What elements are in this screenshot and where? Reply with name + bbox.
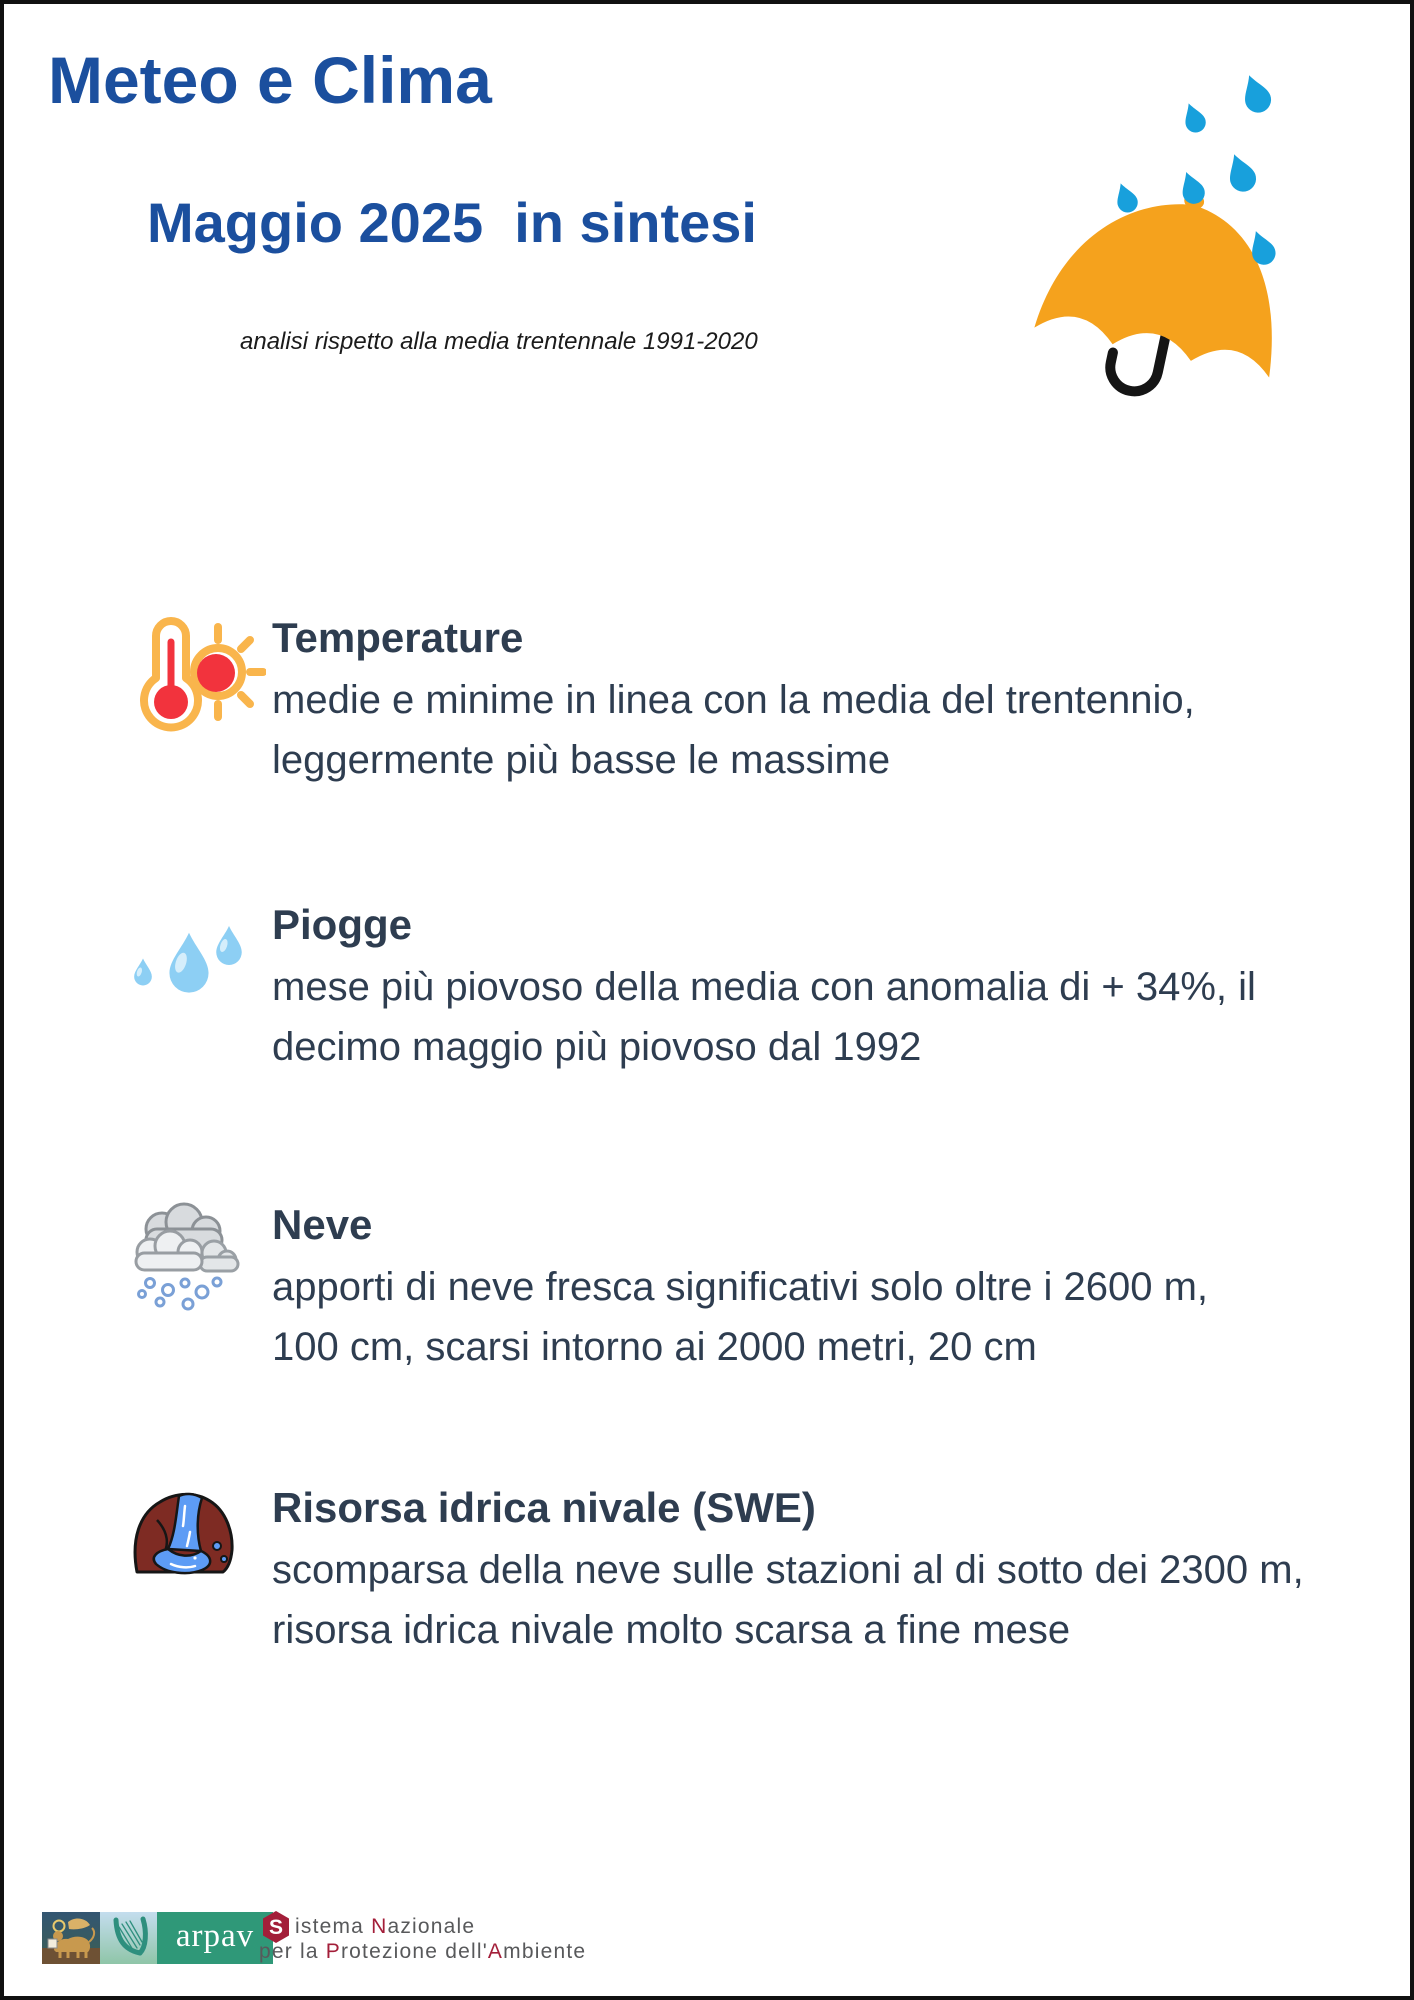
section-heading: Risorsa idrica nivale (SWE): [272, 1484, 816, 1531]
arpav-wordmark: arpav: [175, 1917, 255, 1954]
section-body-line: decimo maggio più piovoso dal 1992: [272, 1025, 922, 1069]
section-heading: Temperature: [272, 614, 524, 661]
snpa-cap-letter: P: [325, 1940, 341, 1963]
section-body-line: leggermente più basse le massime: [272, 738, 891, 782]
section-body-line: mese più piovoso della media con anomalia di + 34%, il: [272, 965, 1256, 1009]
analysis-note: analisi rispetto alla media trentennale 1991-2020: [240, 328, 758, 355]
footer: [4, 1904, 1414, 1974]
dam-snowmelt-icon: [127, 1488, 245, 1591]
snpa-cap-letter: N: [371, 1915, 388, 1938]
st-mark-lion-icon: [42, 1912, 100, 1964]
snpa-text: azionale: [387, 1915, 476, 1938]
section-body-line: scomparsa della neve sulle stazioni al di sotto dei 2300 m,: [272, 1548, 1304, 1592]
arpav-green-panel: [157, 1912, 273, 1964]
section-heading: Neve: [272, 1201, 373, 1248]
section-body-line: apporti di neve fresca significativi solo oltre i 2600 m,: [272, 1265, 1209, 1309]
snpa-cap-letter: A: [487, 1940, 504, 1963]
snpa-logo: [257, 1908, 697, 1968]
section-body-line: medie e minime in linea con la media del trentennio,: [272, 678, 1195, 722]
snpa-text: istema: [295, 1915, 372, 1938]
section-neve: [4, 1199, 1414, 1429]
section-temperature: [4, 612, 1414, 842]
snpa-text: rotezione dell': [340, 1940, 488, 1963]
snpa-text: per la: [259, 1940, 326, 1963]
page-title: Meteo e Clima: [48, 43, 492, 117]
snow-cloud-icon: [122, 1195, 250, 1322]
section-heading: Piogge: [272, 901, 413, 948]
snpa-line1: [295, 1915, 475, 1939]
raindrops-icon: [126, 907, 251, 1007]
arpav-harp-icon: [100, 1912, 157, 1964]
snpa-hexagon-letter: S: [268, 1916, 284, 1939]
section-risorsa-idrica: [4, 1482, 1414, 1712]
thermometer-sun-icon: [116, 610, 266, 745]
section-body-line: risorsa idrica nivale molto scarsa a fine mese: [272, 1608, 1071, 1652]
arpav-logo: [42, 1912, 273, 1964]
section-body-line: 100 cm, scarsi intorno ai 2000 metri, 20 cm: [272, 1325, 1037, 1369]
umbrella-rain-icon: [1004, 56, 1384, 416]
section-piogge: [4, 899, 1414, 1129]
snpa-line2: [259, 1940, 586, 1964]
snpa-text: mbiente: [503, 1940, 587, 1963]
page-subtitle: Maggio 2025 in sintesi: [147, 191, 757, 254]
